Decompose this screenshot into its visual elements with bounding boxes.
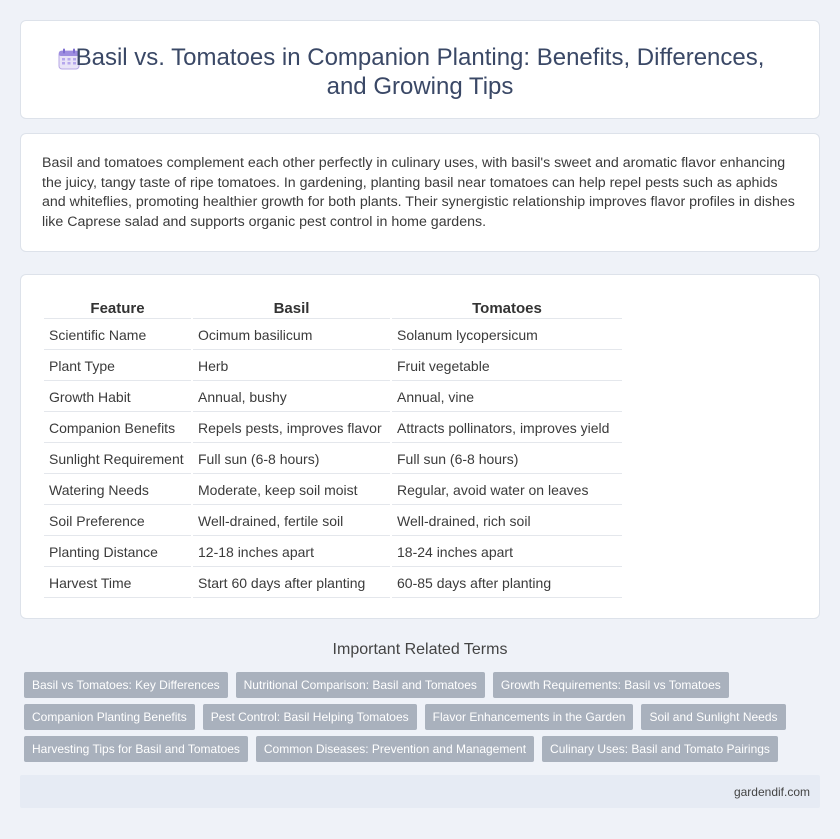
table-row: [44, 569, 622, 598]
table-cell: Repels pests, improves flavor: [193, 414, 390, 443]
table-cell: Solanum lycopersicum: [392, 321, 622, 350]
table-row: [44, 414, 622, 443]
table-row: [44, 476, 622, 505]
related-term-tag[interactable]: Nutritional Comparison: Basil and Tomatoes: [236, 672, 485, 698]
table-cell: Planting Distance: [44, 538, 191, 567]
intro-card: [20, 133, 820, 252]
related-term-tag[interactable]: Soil and Sunlight Needs: [641, 704, 785, 730]
table-cell: Regular, avoid water on leaves: [392, 476, 622, 505]
tag-row: [20, 672, 820, 698]
table-cell: Scientific Name: [44, 321, 191, 350]
related-term-tag[interactable]: Basil vs Tomatoes: Key Differences: [24, 672, 228, 698]
table-row: [44, 538, 622, 567]
table-row: [44, 352, 622, 381]
table-cell: Companion Benefits: [44, 414, 191, 443]
related-term-tag[interactable]: Flavor Enhancements in the Garden: [425, 704, 634, 730]
table-cell: Full sun (6-8 hours): [193, 445, 390, 474]
page-title-line-1: Basil vs. Tomatoes in Companion Planting: Benefits, Differences,: [75, 44, 765, 71]
intro-paragraph: Basil and tomatoes complement each other perfectly in culinary uses, with basil's sweet and aromatic flavor enhancing the juicy, tangy taste of ripe tomatoes. In gardening, planting basil near tomatoes can help repel pests such as aphids and whiteflies, promoting healthier growth for both plants. Their synergistic relationship improves flavor profiles in dishes like Caprese salad and supports organic pest control in home gardens.: [42, 155, 795, 230]
table-header-basil: Basil: [193, 295, 390, 319]
table-cell: Well-drained, rich soil: [392, 507, 622, 536]
table-cell: Watering Needs: [44, 476, 191, 505]
table-cell: Harvest Time: [44, 569, 191, 598]
table-row: [44, 445, 622, 474]
table-row: [44, 321, 622, 350]
title-card: [20, 20, 820, 119]
footer-site-link[interactable]: gardendif.com: [733, 785, 810, 799]
comparison-table-card: [20, 274, 820, 619]
table-cell: Moderate, keep soil moist: [193, 476, 390, 505]
table-cell: 18-24 inches apart: [392, 538, 622, 567]
table-cell: Fruit vegetable: [392, 352, 622, 381]
table-cell: Growth Habit: [44, 383, 191, 412]
table-row: [44, 507, 622, 536]
table-row: [44, 383, 622, 412]
table-cell: Sunlight Requirement: [44, 445, 191, 474]
tag-row: [20, 704, 820, 730]
related-term-tag[interactable]: Companion Planting Benefits: [24, 704, 195, 730]
related-term-tag[interactable]: Common Diseases: Prevention and Management: [256, 736, 534, 762]
table-cell: Ocimum basilicum: [193, 321, 390, 350]
table-cell: Herb: [193, 352, 390, 381]
related-terms-tags: [20, 672, 820, 768]
table-cell: Attracts pollinators, improves yield: [392, 414, 622, 443]
related-terms-heading: Important Related Terms: [332, 641, 508, 658]
tag-row: [20, 736, 820, 762]
related-term-tag[interactable]: Growth Requirements: Basil vs Tomatoes: [493, 672, 729, 698]
table-cell: Well-drained, fertile soil: [193, 507, 390, 536]
table-cell: Annual, bushy: [193, 383, 390, 412]
table-cell: Plant Type: [44, 352, 191, 381]
table-header-row: [44, 295, 622, 319]
table-cell: Start 60 days after planting: [193, 569, 390, 598]
related-term-tag[interactable]: Pest Control: Basil Helping Tomatoes: [203, 704, 417, 730]
table-cell: Soil Preference: [44, 507, 191, 536]
table-header-feature: Feature: [44, 295, 191, 319]
table-cell: Annual, vine: [392, 383, 622, 412]
table-cell: 60-85 days after planting: [392, 569, 622, 598]
table-cell: Full sun (6-8 hours): [392, 445, 622, 474]
table-cell: 12-18 inches apart: [193, 538, 390, 567]
related-term-tag[interactable]: Culinary Uses: Basil and Tomato Pairings: [542, 736, 778, 762]
comparison-table: [42, 293, 624, 600]
table-header-tomatoes: Tomatoes: [392, 295, 622, 319]
page-title: [21, 43, 819, 101]
related-term-tag[interactable]: Harvesting Tips for Basil and Tomatoes: [24, 736, 248, 762]
footer: [20, 775, 820, 808]
page-title-line-2: and Growing Tips: [326, 73, 514, 100]
